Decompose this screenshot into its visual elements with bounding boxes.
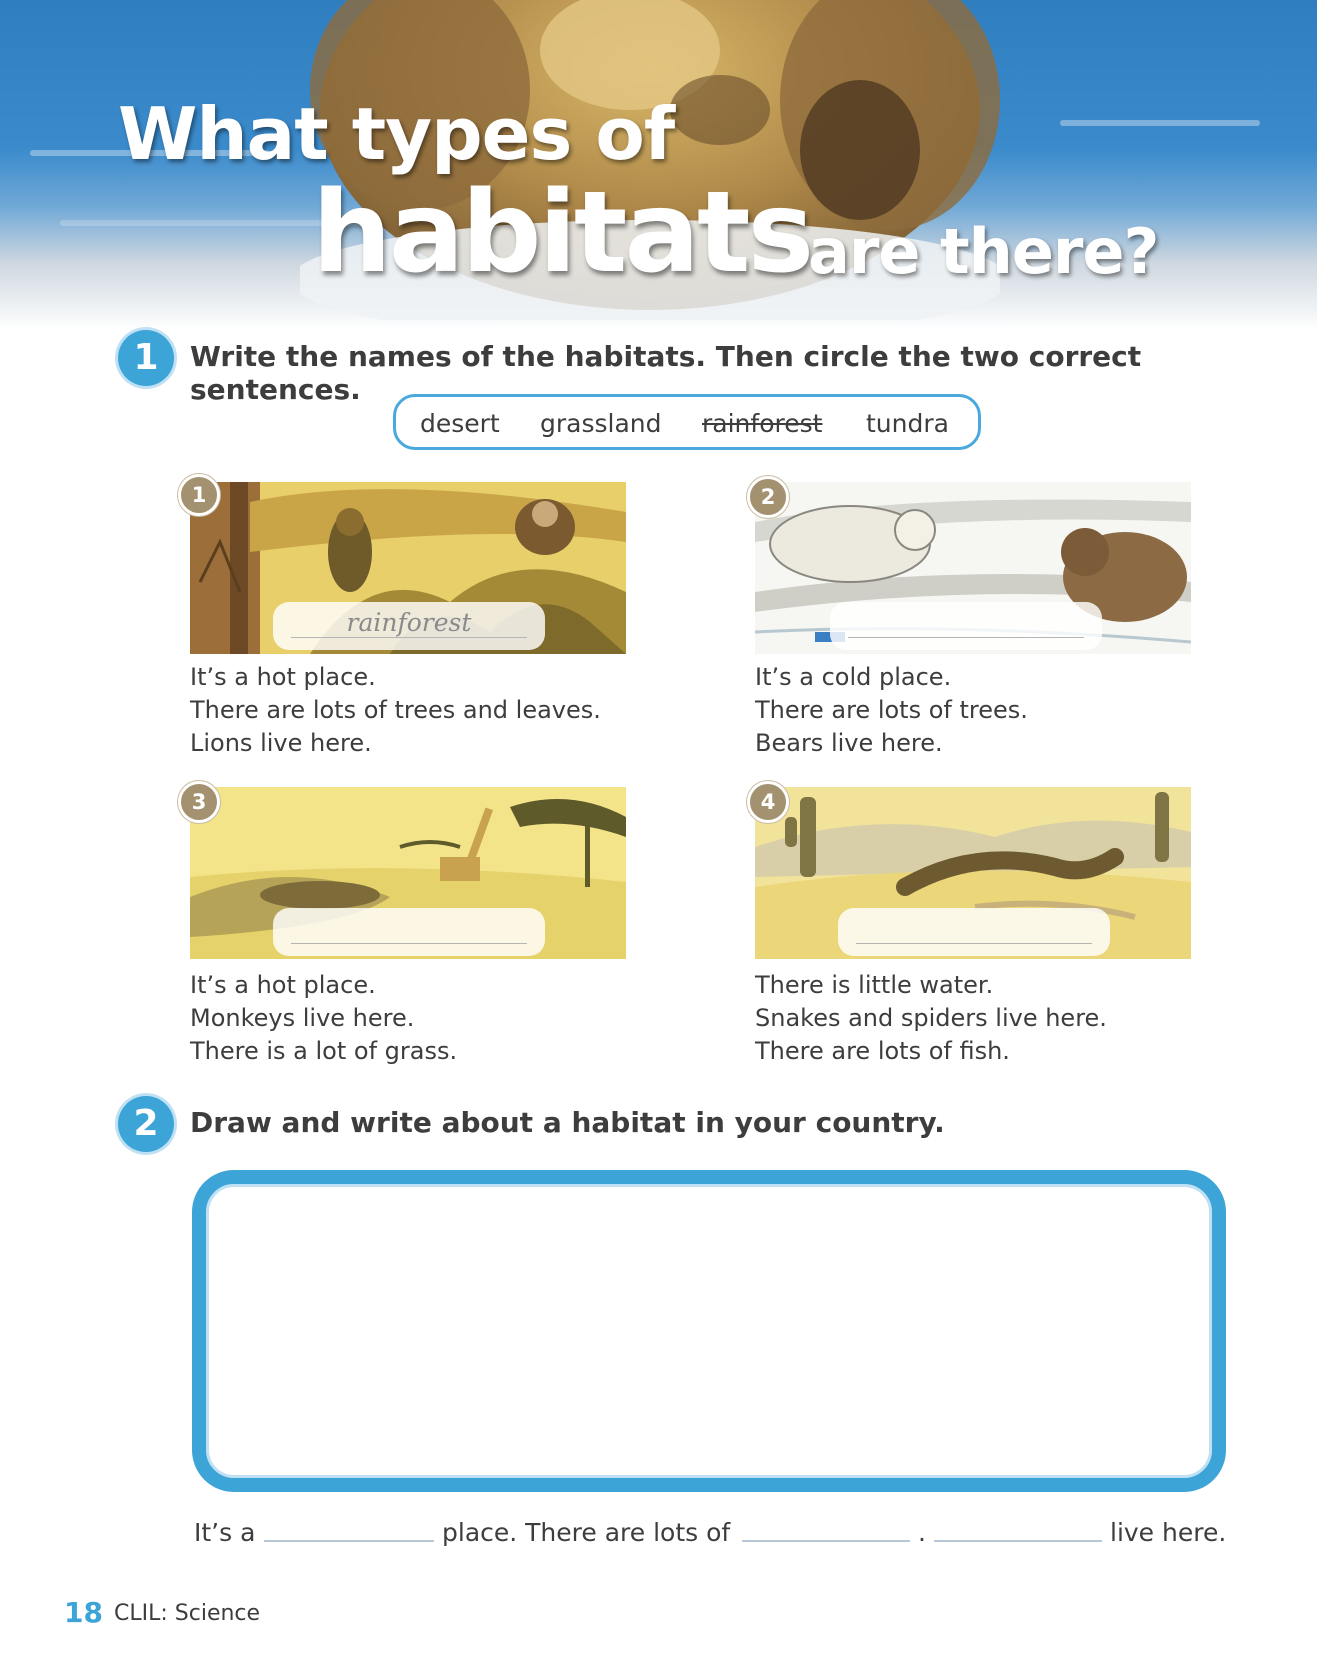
- fill-text-1: It’s a: [194, 1518, 256, 1547]
- exercise-number-1: 1: [118, 330, 174, 386]
- blank-animals[interactable]: [934, 1540, 1102, 1542]
- blank-place-type[interactable]: [264, 1540, 434, 1542]
- drawing-area[interactable]: [192, 1170, 1226, 1492]
- answer-field-2[interactable]: [830, 602, 1102, 650]
- page-title-end: are there?: [808, 215, 1159, 288]
- word-rainforest-crossed: rainforest: [702, 409, 823, 438]
- sentences-1: [190, 661, 601, 760]
- word-bank: [393, 394, 981, 450]
- word-tundra: tundra: [866, 409, 949, 438]
- exercise1-instruction: Write the names of the habitats. Then circle the two correct sentences.: [190, 340, 1142, 406]
- page-number: 18: [64, 1596, 103, 1629]
- sentences-3: [190, 969, 457, 1068]
- answer-line: [848, 637, 1084, 638]
- sentence[interactable]: Snakes and spiders live here.: [755, 1004, 1107, 1032]
- answer-field-4[interactable]: [838, 908, 1110, 956]
- answer-text-1: rainforest: [346, 608, 472, 637]
- picture-number-4: 4: [747, 781, 789, 823]
- sentence[interactable]: There is little water.: [755, 971, 994, 999]
- header-banner: [0, 0, 1317, 330]
- sentence[interactable]: There are lots of trees.: [755, 696, 1028, 724]
- fill-text-4: live here.: [1110, 1518, 1227, 1547]
- fill-text-3: .: [918, 1518, 926, 1547]
- sentence[interactable]: It’s a hot place.: [190, 663, 376, 691]
- cloud-streak: [1060, 120, 1260, 126]
- picture-number-1: 1: [178, 474, 220, 516]
- answer-line: [291, 637, 527, 638]
- blank-lots-of[interactable]: [742, 1540, 910, 1542]
- sentence[interactable]: There are lots of trees and leaves.: [190, 696, 601, 724]
- sentence[interactable]: Bears live here.: [755, 729, 943, 757]
- answer-line: [856, 943, 1092, 944]
- page-title-habitats: habitats: [312, 168, 812, 298]
- answer-field-1[interactable]: [273, 602, 545, 650]
- sentence[interactable]: Monkeys live here.: [190, 1004, 415, 1032]
- page-title-line1: What types of: [118, 92, 675, 176]
- picture-number-2: 2: [747, 476, 789, 518]
- sentence[interactable]: There is a lot of grass.: [190, 1037, 458, 1065]
- section-label: CLIL: Science: [114, 1601, 261, 1626]
- answer-field-3[interactable]: [273, 908, 545, 956]
- exercise-number-2: 2: [118, 1096, 174, 1152]
- fill-text-2: place. There are lots of: [442, 1518, 731, 1547]
- sentences-2: [755, 661, 1028, 760]
- sentence[interactable]: It’s a hot place.: [190, 971, 376, 999]
- answer-line: [291, 943, 527, 944]
- word-grassland: grassland: [540, 409, 662, 438]
- sentence[interactable]: It’s a cold place.: [755, 663, 952, 691]
- sentence[interactable]: There are lots of fish.: [755, 1037, 1010, 1065]
- exercise2-instruction: Draw and write about a habitat in your country.: [190, 1106, 945, 1139]
- word-desert: desert: [420, 409, 500, 438]
- picture-number-3: 3: [178, 781, 220, 823]
- sentences-4: [755, 969, 1107, 1068]
- sentence[interactable]: Lions live here.: [190, 729, 372, 757]
